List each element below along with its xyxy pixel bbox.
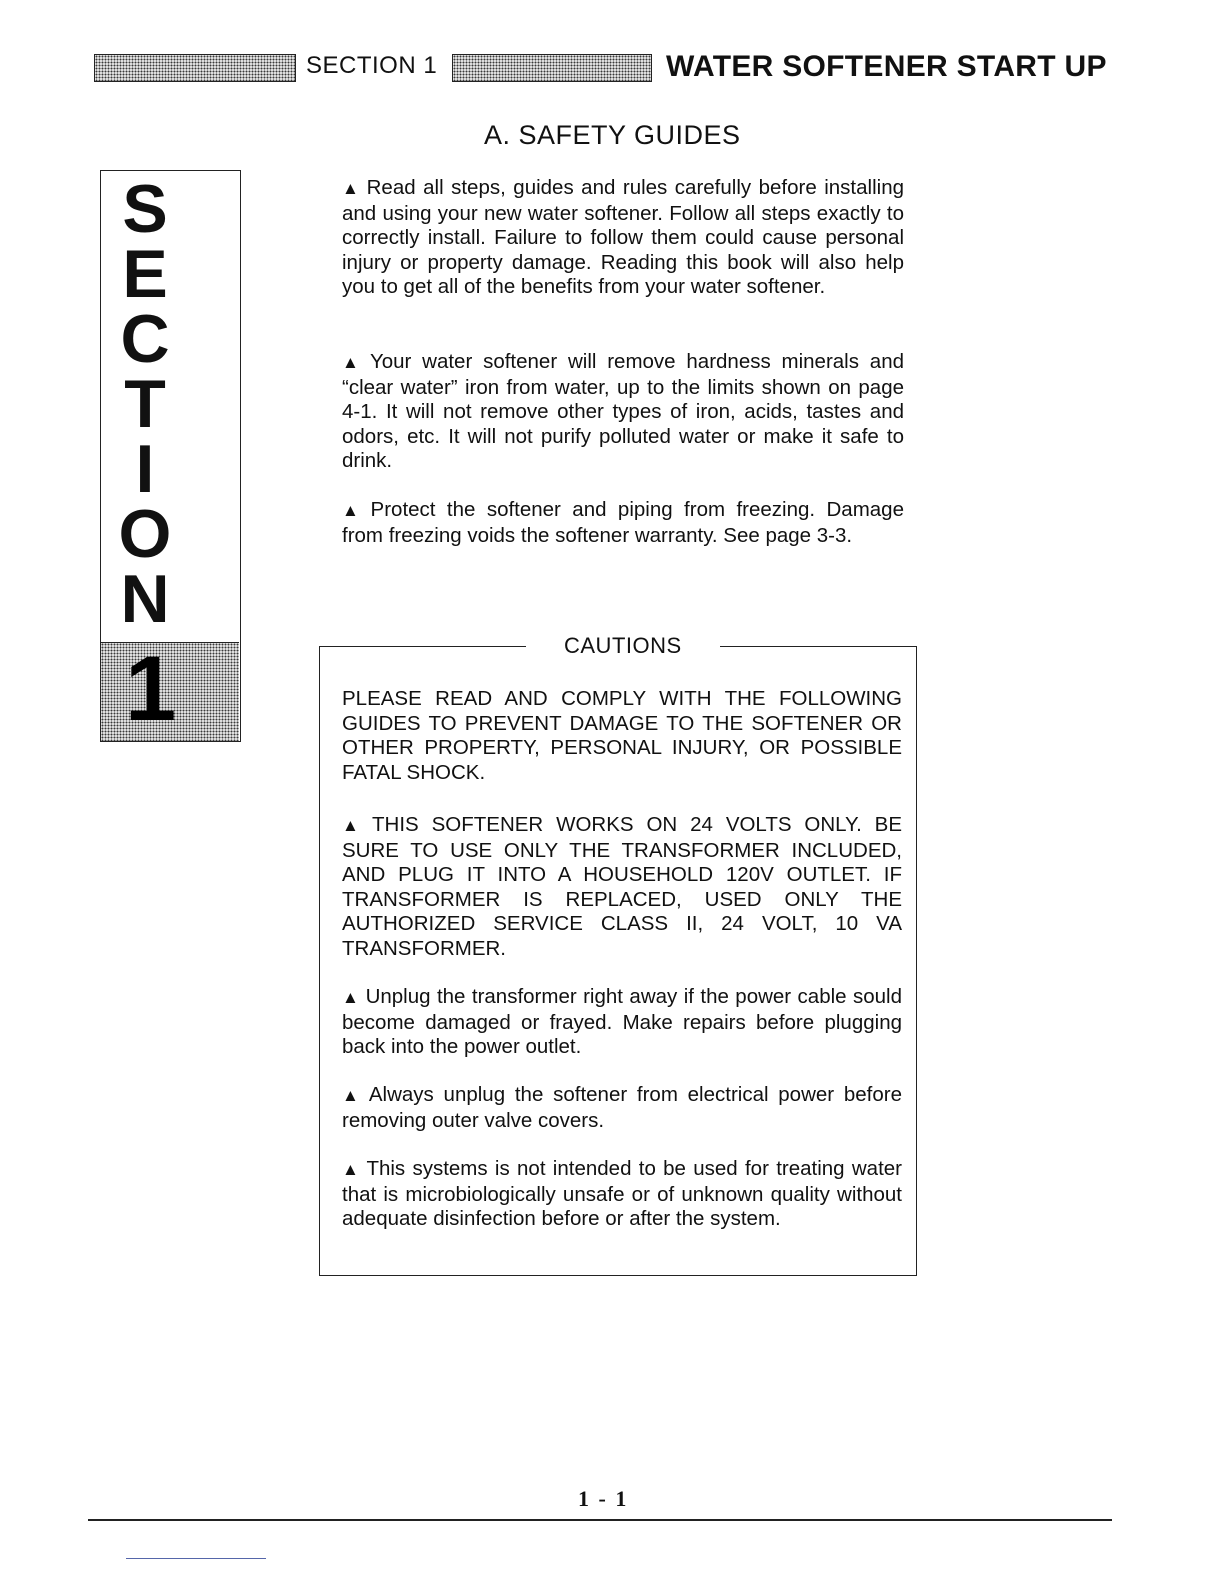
- caution-item: [342, 813, 902, 961]
- warning-triangle-icon: ▲: [342, 353, 364, 372]
- warning-triangle-icon: ▲: [342, 988, 360, 1007]
- safety-paragraph-text: Read all steps, guides and rules carefully before installing and using your new water softener. Follow all steps exactly to correctly install. Failure to follow them could cause personal injury or property damage. Reading this book will also help you to get all of the benefits from your water softener.: [342, 176, 904, 298]
- caution-item: [342, 1083, 902, 1133]
- safety-guides-heading: A. SAFETY GUIDES: [484, 120, 741, 150]
- caution-item-text: This systems is not intended to be used for treating water that is microbiologically unsafe or of unknown quality without adequate disinfection before or after the system.: [342, 1157, 903, 1230]
- header-pattern-block-right: [452, 54, 652, 82]
- side-tab-letter: N: [120, 561, 170, 637]
- header-pattern-block-left: [94, 54, 296, 82]
- side-tab-number: 1: [125, 638, 177, 740]
- side-tab-letter: T: [124, 366, 166, 442]
- side-tab-letter: O: [118, 496, 172, 572]
- caution-item-text: Unplug the transformer right away if the power cable sould become damaged or frayed. Make repairs before plugging back into the power outlet.: [342, 985, 903, 1058]
- cautions-label: CAUTIONS: [526, 633, 720, 659]
- section-header-bar: [94, 48, 1154, 88]
- cautions-intro: PLEASE READ AND COMPLY WITH THE FOLLOWING GUIDES TO PREVENT DAMAGE TO THE SOFTENER OR OTHER PROPERTY, PERSONAL INJURY, OR POSSIBLE FATAL SHOCK.: [342, 687, 902, 784]
- side-tab-letter: I: [135, 431, 155, 507]
- page-title: WATER SOFTENER START UP: [666, 50, 1107, 83]
- warning-triangle-icon: ▲: [342, 501, 365, 520]
- warning-triangle-icon: ▲: [342, 1160, 361, 1179]
- safety-paragraph-text: Your water softener will remove hardness minerals and “clear water” iron from water, up to the limits shown on page 4-1. It will not remove other types of iron, acids, tastes and odors, etc. It will not purify polluted water or make it safe to drink.: [342, 350, 904, 472]
- safety-paragraph: [342, 498, 904, 548]
- side-tab-letter: C: [120, 301, 170, 377]
- safety-paragraph: [342, 176, 904, 300]
- warning-triangle-icon: ▲: [342, 1086, 363, 1105]
- caution-item: [342, 985, 902, 1060]
- footer-divider: [88, 1519, 1112, 1521]
- section-side-tab: [100, 170, 241, 742]
- side-tab-number-block: [101, 638, 239, 741]
- side-tab-letter: S: [122, 171, 168, 247]
- safety-paragraph-text: Protect the softener and piping from freezing. Damage from freezing voids the softener warranty. See page 3-3.: [342, 498, 904, 547]
- caution-item-text: Always unplug the softener from electrical power before removing outer valve covers.: [342, 1083, 902, 1132]
- caution-item-text: THIS SOFTENER WORKS ON 24 VOLTS ONLY. BE SURE TO USE ONLY THE TRANSFORMER INCLUDED, AND PLUG IT INTO A HOUSEHOLD 120V OUTLET. IF TRANSFORMER IS REPLACED, USED ONLY THE AUTHORIZED SERVICE CLASS II, 24 VOLT, 10 VA TRANSFORMER.: [342, 813, 903, 960]
- side-tab-letters: [101, 171, 189, 637]
- cautions-box: [319, 633, 917, 1276]
- warning-triangle-icon: ▲: [342, 179, 361, 198]
- page-number: 1 - 1: [578, 1486, 629, 1511]
- section-label: SECTION 1: [306, 52, 438, 79]
- side-tab-letter: E: [122, 236, 168, 312]
- warning-triangle-icon: ▲: [342, 816, 367, 835]
- safety-paragraph: [342, 350, 904, 474]
- footer-underline: [126, 1558, 266, 1559]
- caution-item: [342, 1157, 902, 1232]
